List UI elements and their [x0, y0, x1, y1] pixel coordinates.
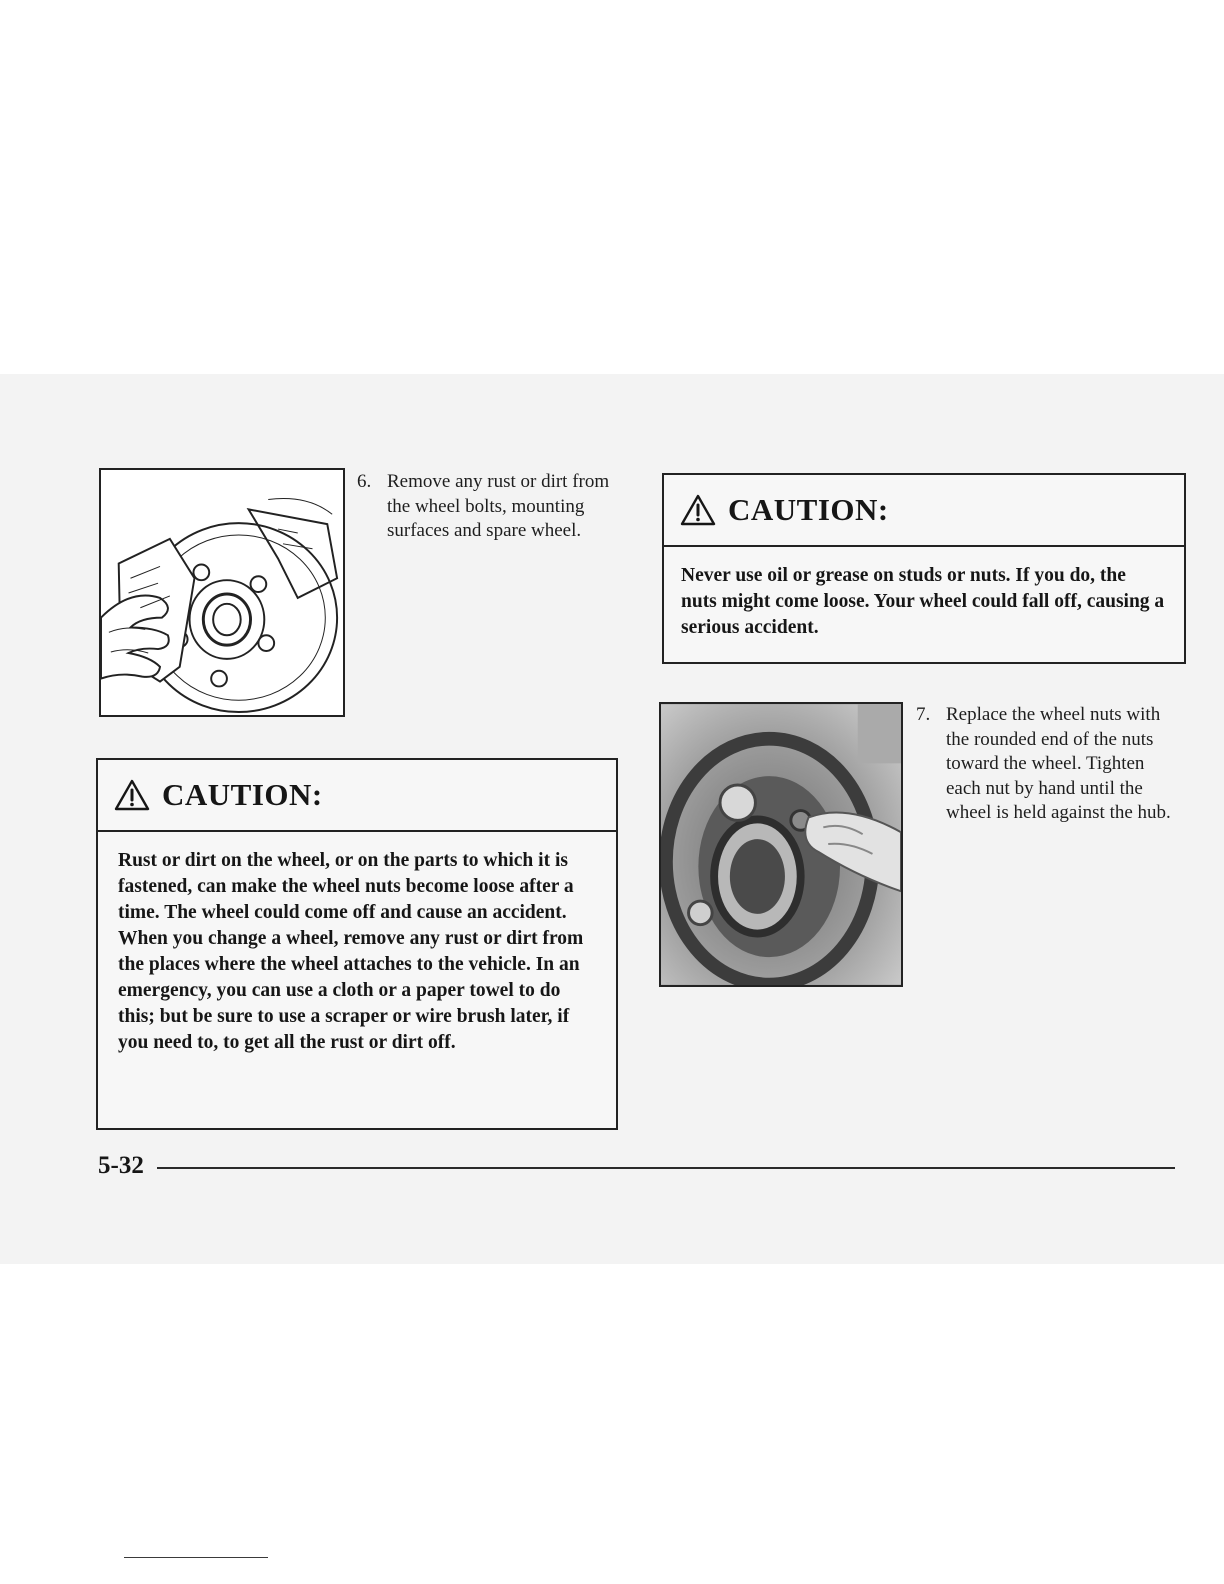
- wheel-nut-installation-photo: [659, 702, 903, 987]
- caution-heading: CAUTION:: [728, 492, 889, 527]
- step-6: [357, 470, 617, 544]
- caution-header: [664, 475, 1184, 547]
- step-7-text: Replace the wheel nuts with the rounded end of the nuts toward the wheel. Tighten each nut by hand until the wheel is held against the hub.: [946, 704, 1171, 823]
- page-number: 5-32: [98, 1152, 144, 1179]
- caution-heading: CAUTION:: [162, 777, 323, 812]
- warning-triangle-icon: [114, 779, 150, 811]
- step-7-number: 7.: [916, 704, 931, 725]
- caution-body: Never use oil or grease on studs or nuts. If you do, the nuts might come loose. Your wheel could fall off, causing a serious accident.: [681, 565, 1165, 638]
- step-6-number: 6.: [357, 471, 372, 492]
- caution-box-rust-dirt: [96, 758, 618, 1130]
- footer-rule: [157, 1167, 1175, 1169]
- wheel-nut-photo-drawing: [661, 704, 901, 985]
- caution-header: [98, 760, 616, 832]
- caution-box-oil-grease: [662, 473, 1186, 664]
- wheel-hub-cleaning-illustration: [99, 468, 345, 717]
- caution-body: Rust or dirt on the wheel, or on the parts to which it is fastened, can make the wheel nuts become loose after a time. The wheel could come off and cause an accident. When you change a wheel, remove any rust or dirt from the places where the wheel attaches to the vehicle. In an emergency, you can use a cloth or a paper towel to do this; but be sure to use a scraper or wire brush later, if you need to, to get all the rust or dirt off.: [118, 850, 584, 1053]
- step-7: [916, 703, 1178, 826]
- footnote-rule: [124, 1557, 268, 1558]
- step-6-text: Remove any rust or dirt from the wheel bolts, mounting surfaces and spare wheel.: [387, 471, 610, 541]
- warning-triangle-icon: [680, 494, 716, 526]
- wheel-hub-drawing: [101, 470, 343, 715]
